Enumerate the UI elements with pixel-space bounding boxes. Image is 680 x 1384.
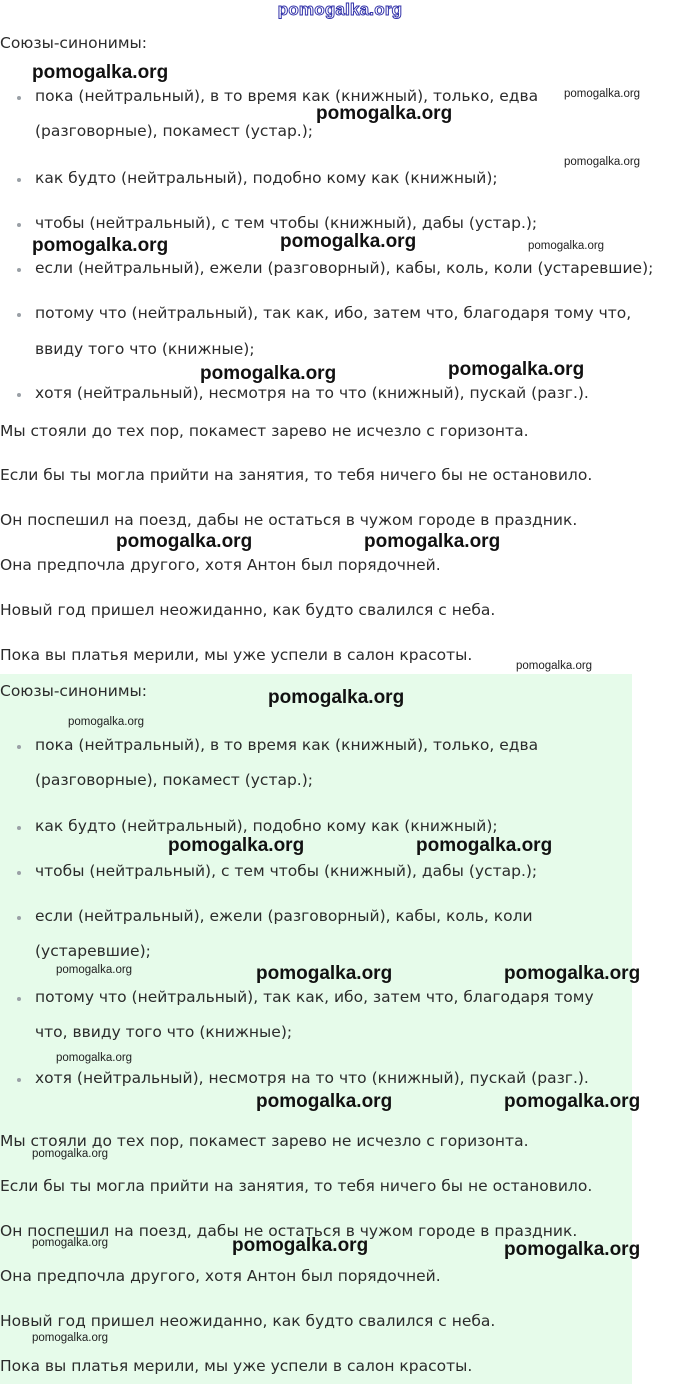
- content-block-highlighted: [0, 674, 632, 1384]
- item-line: ввиду того что (книжные);: [35, 340, 255, 358]
- watermark-text: pomogalka.org: [268, 687, 405, 708]
- item-line: потому что (нейтральный), так как, ибо, затем что, благодаря тому: [35, 988, 594, 1006]
- watermark-text: pomogalka.org: [32, 1148, 109, 1160]
- list-item: [35, 862, 537, 880]
- watermark-text: pomogalka.org: [504, 1091, 641, 1112]
- example-sentence: Мы стояли до тех пор, покамест зарево не исчезло с горизонта.: [0, 1132, 529, 1150]
- example-sentence: Она предпочла другого, хотя Антон был порядочней.: [0, 556, 441, 574]
- list-item: [35, 1069, 589, 1087]
- watermark-text: pomogalka.org: [32, 62, 169, 83]
- watermark-text: pomogalka.org: [32, 235, 169, 256]
- example-sentence: Новый год пришел неожиданно, как будто свалился с неба.: [0, 1312, 496, 1330]
- watermark-text: pomogalka.org: [504, 1239, 641, 1260]
- list-item: [35, 817, 498, 835]
- item-line: пока (нейтральный), в то время как (книжный), только, едва: [35, 87, 539, 105]
- watermark-text: pomogalka.org: [68, 716, 145, 728]
- watermark-text: pomogalka.org: [32, 1332, 109, 1344]
- item-line: (разговорные), покамест (устар.);: [35, 122, 314, 140]
- list-item: [35, 169, 498, 187]
- watermark-text: pomogalka.org: [56, 1052, 133, 1064]
- item-line: чтобы (нейтральный), с тем чтобы (книжный), дабы (устар.);: [35, 214, 538, 232]
- item-line: если (нейтральный), ежели (разговорный), кабы, коль, коли (устаревшие);: [35, 259, 654, 277]
- synonyms-heading: Союзы-синонимы:: [0, 682, 148, 700]
- list-item: [35, 214, 537, 232]
- watermark-text: pomogalka.org: [280, 231, 417, 252]
- example-sentence: Если бы ты могла прийти на занятия, то тебя ничего бы не остановило.: [0, 1177, 593, 1195]
- list-item: [35, 259, 653, 277]
- item-line: если (нейтральный), ежели (разговорный), кабы, коль, коли: [35, 907, 533, 925]
- watermark-text: pomogalka.org: [256, 963, 393, 984]
- example-sentence: Он поспешил на поезд, дабы не остаться в чужом городе в праздник.: [0, 511, 578, 529]
- example-sentence: Пока вы платья мерили, мы уже успели в салон красоты.: [0, 646, 473, 664]
- item-line: хотя (нейтральный), несмотря на то что (книжный), пускай (разг.).: [35, 384, 589, 402]
- item-line: хотя (нейтральный), несмотря на то что (книжный), пускай (разг.).: [35, 1069, 589, 1087]
- watermark-text: pomogalka.org: [256, 1091, 393, 1112]
- example-sentence: Он поспешил на поезд, дабы не остаться в чужом городе в праздник.: [0, 1222, 578, 1240]
- example-sentence: Она предпочла другого, хотя Антон был порядочней.: [0, 1267, 441, 1285]
- watermark-text: pomogalka.org: [416, 835, 553, 856]
- item-line: как будто (нейтральный), подобно кому как (книжный);: [35, 817, 498, 835]
- watermark-text: pomogalka.org: [564, 156, 641, 168]
- item-line: что, ввиду того что (книжные);: [35, 1023, 293, 1041]
- watermark-text: pomogalka.org: [364, 531, 501, 552]
- example-sentence: Новый год пришел неожиданно, как будто свалился с неба.: [0, 601, 496, 619]
- example-sentence: Пока вы платья мерили, мы уже успели в салон красоты.: [0, 1357, 473, 1375]
- example-sentence: Мы стояли до тех пор, покамест зарево не исчезло с горизонта.: [0, 422, 529, 440]
- item-line: (разговорные), покамест (устар.);: [35, 771, 314, 789]
- watermark-text: pomogalka.org: [168, 835, 305, 856]
- list-item: [35, 736, 539, 789]
- watermark-text: pomogalka.org: [316, 103, 453, 124]
- site-title[interactable]: pomogalka.org: [277, 0, 403, 19]
- list-item: [35, 988, 594, 1041]
- item-line: потому что (нейтральный), так как, ибо, затем что, благодаря тому что,: [35, 304, 632, 322]
- watermark-text: pomogalka.org: [200, 363, 337, 384]
- watermark-text: pomogalka.org: [564, 88, 641, 100]
- item-line: пока (нейтральный), в то время как (книжный), только, едва: [35, 736, 539, 754]
- list-item: [35, 304, 632, 358]
- watermark-text: pomogalka.org: [56, 964, 133, 976]
- watermark-text: pomogalka.org: [504, 963, 641, 984]
- item-line: как будто (нейтральный), подобно кому как (книжный);: [35, 169, 498, 187]
- watermark-text: pomogalka.org: [448, 359, 585, 380]
- watermark-text: pomogalka.org: [232, 1235, 369, 1256]
- list-item: [35, 907, 533, 960]
- list-item: [35, 384, 589, 402]
- watermark-text: pomogalka.org: [516, 660, 593, 672]
- watermark-text: pomogalka.org: [32, 1237, 109, 1249]
- watermark-text: pomogalka.org: [116, 531, 253, 552]
- synonyms-heading: Союзы-синонимы:: [0, 34, 148, 52]
- item-line: чтобы (нейтральный), с тем чтобы (книжный), дабы (устар.);: [35, 862, 538, 880]
- example-sentence: Если бы ты могла прийти на занятия, то тебя ничего бы не остановило.: [0, 466, 593, 484]
- watermark-text: pomogalka.org: [528, 240, 605, 252]
- item-line: (устаревшие);: [35, 942, 151, 960]
